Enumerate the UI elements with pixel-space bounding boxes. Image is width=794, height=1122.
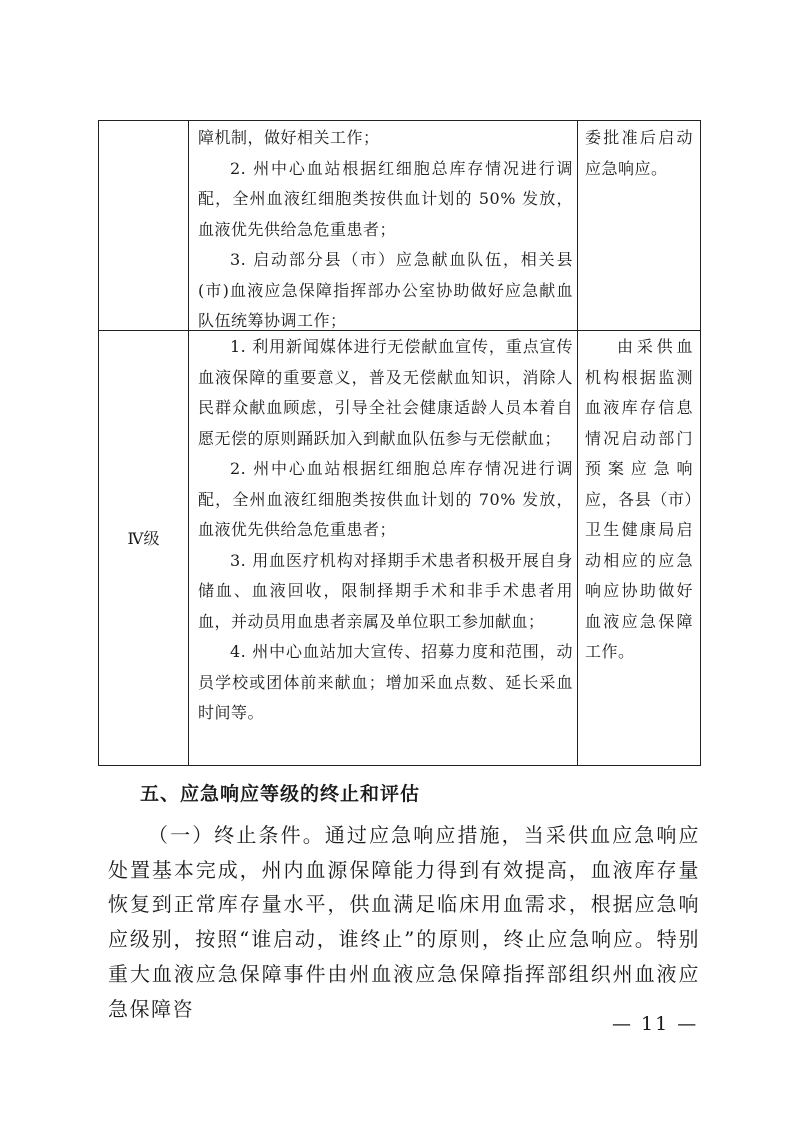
- measure-item: 2. 州中心血站根据红细胞总库存情况进行调配，全州血液红细胞类按供血计划的 50% 发放，血液优先供给急危重患者；: [198, 158, 573, 239]
- measure-item: 1. 利用新闻媒体进行无偿献血宣传，重点宣传血液保障的重要意义，普及无偿献血知识，消除人民群众献血顾虑，引导全社会健康适龄人员本着自愿无偿的原则踊跃加入到献血队伍参与无偿献血；: [198, 337, 573, 448]
- table-row-2-level: Ⅳ级: [127, 529, 160, 548]
- body-paragraph: （一）终止条件。通过应急响应措施，当采供血应急响应处置基本完成，州内血源保障能力得到有效提高，血液库存量恢复到正常库存量水平，供血满足临床用血需求，根据应急响应级别，按照“谁启动，谁终止”的原则，终止应急响应。特别重大血液应急保障事件由州血液应急保障指挥部组织州血液应急保障咨: [108, 823, 700, 1021]
- measure-item: 2. 州中心血站根据红细胞总库存情况进行调配，全州血液红细胞类按供血计划的 70% 发放，血液优先供给急危重患者；: [198, 459, 573, 539]
- table-row-1-measures: [198, 123, 573, 337]
- table-column-divider: [577, 121, 578, 765]
- table-row-2-measures: [198, 332, 573, 729]
- table-column-divider: [188, 121, 189, 765]
- measure-item: 3. 启动部分县（市）应急献血队伍，相关县(市)血液应急保障指挥部办公室协助做好应急献血队伍统筹协调工作；: [198, 250, 573, 330]
- response-level-table: [98, 120, 701, 766]
- table-row-2-start: 由采供血机构根据监测血液库存信息情况启动部门预案应急响应，各县（市）卫生健康局启动相应的应急响应协助做好血液应急保障工作。: [585, 337, 693, 661]
- measure-item: 障机制，做好相关工作；: [198, 128, 380, 147]
- section-title: 五、应急响应等级的终止和评估: [140, 783, 421, 805]
- table-row-1-start: 委批准后启动应急响应。: [585, 128, 693, 178]
- page-number: — 11 —: [612, 1013, 699, 1035]
- measure-item: 3. 用血医疗机构对择期手术患者积极开展自身储血、血液回收，限制择期手术和非手术患者用血，并动员用血患者亲属及单位职工参加献血；: [198, 550, 573, 631]
- measure-item: 4. 州中心血站加大宣传、招募力度和范围，动员学校或团体前来献血；增加采血点数、延长采血时间等。: [198, 642, 573, 722]
